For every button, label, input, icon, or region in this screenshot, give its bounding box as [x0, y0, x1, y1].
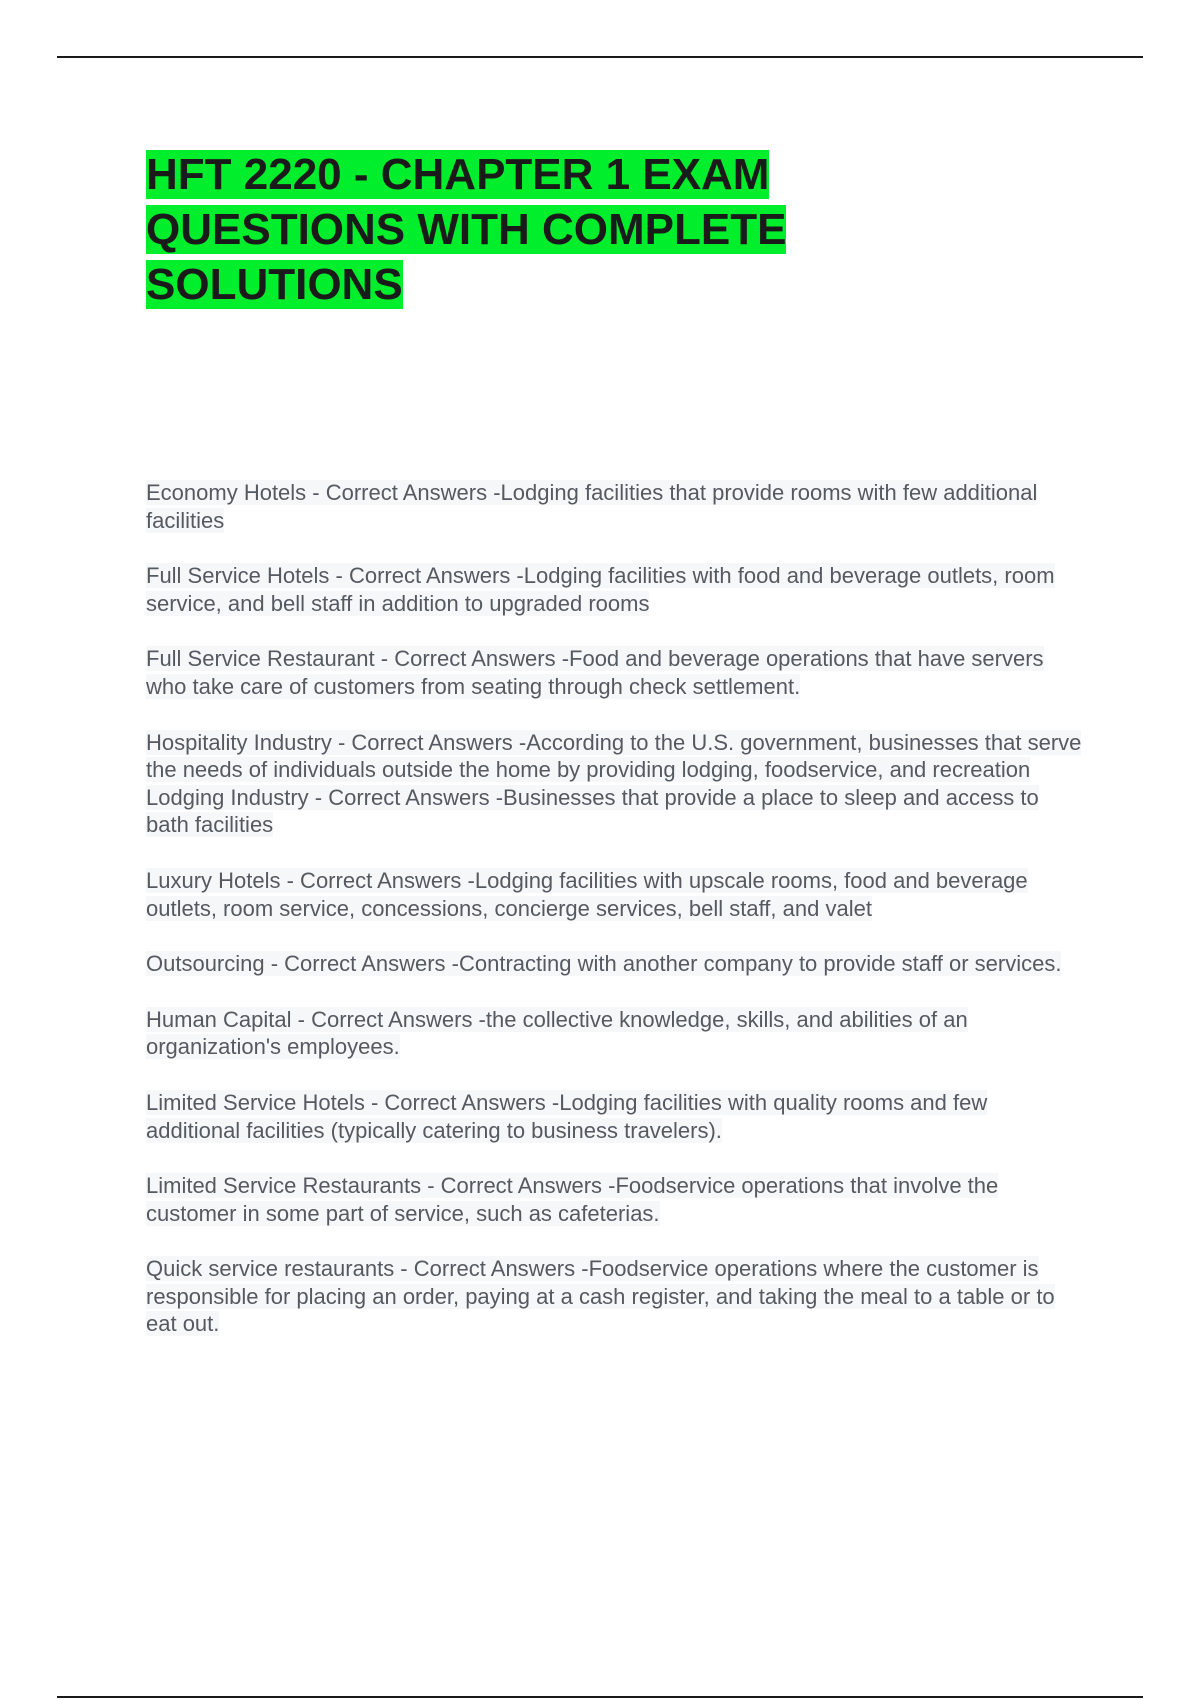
qa-entry [146, 645, 1086, 700]
title-line: QUESTIONS WITH COMPLETE [146, 205, 787, 254]
top-rule [57, 56, 1143, 58]
title-line: HFT 2220 - CHAPTER 1 EXAM [146, 150, 770, 199]
qa-entry-text: Human Capital - Correct Answers -the collective knowledge, skills, and abilities of an organization's employees. [146, 1006, 968, 1060]
qa-entry-text: Economy Hotels - Correct Answers -Lodging facilities that provide rooms with few additional facilities [146, 480, 1038, 533]
qa-entry-text: Full Service Hotels - Correct Answers -Lodging facilities with food and beverage outlets, room service, and bell staff in addition to upgraded rooms [146, 563, 1055, 616]
qa-entry [146, 1006, 1086, 1061]
qa-entry-text: Lodging Industry - Correct Answers -Businesses that provide a place to sleep and access to bath facilities [146, 784, 1039, 838]
qa-entry [146, 1172, 1086, 1227]
qa-entry-text: Limited Service Hotels - Correct Answers -Lodging facilities with quality rooms and few additional facilities (typically catering to business travelers). [146, 1089, 988, 1143]
qa-entry [146, 562, 1086, 617]
qa-entry [146, 1255, 1086, 1338]
qa-list [146, 479, 1086, 1366]
qa-entry [146, 867, 1086, 922]
qa-entry [146, 950, 1086, 978]
document-title [146, 147, 786, 312]
qa-entry-text: Outsourcing - Correct Answers -Contracting with another company to provide staff or services. [146, 951, 1062, 977]
qa-entry [146, 729, 1086, 784]
qa-entry-text: Quick service restaurants - Correct Answers -Foodservice operations where the customer is responsible for placing an order, paying at a cash register, and taking the meal to a table or to eat out. [146, 1256, 1055, 1337]
qa-entry [146, 479, 1086, 534]
qa-entry-text: Luxury Hotels - Correct Answers -Lodging facilities with upscale rooms, food and beverage outlets, room service, concessions, concierge services, bell staff, and valet [146, 867, 1028, 921]
title-line: SOLUTIONS [146, 260, 403, 309]
qa-entry-text: Limited Service Restaurants - Correct Answers -Foodservice operations that involve the customer in some part of service, such as cafeterias. [146, 1173, 999, 1226]
qa-entry-text: Hospitality Industry - Correct Answers -According to the U.S. government, businesses that serve the needs of individuals outside the home by providing lodging, foodservice, and recreation [146, 729, 1082, 783]
qa-entry [146, 784, 1086, 839]
bottom-rule [57, 1696, 1143, 1698]
qa-entry-text: Full Service Restaurant - Correct Answers -Food and beverage operations that have servers who take care of customers from seating through check settlement. [146, 646, 1044, 699]
qa-entry [146, 1089, 1086, 1144]
